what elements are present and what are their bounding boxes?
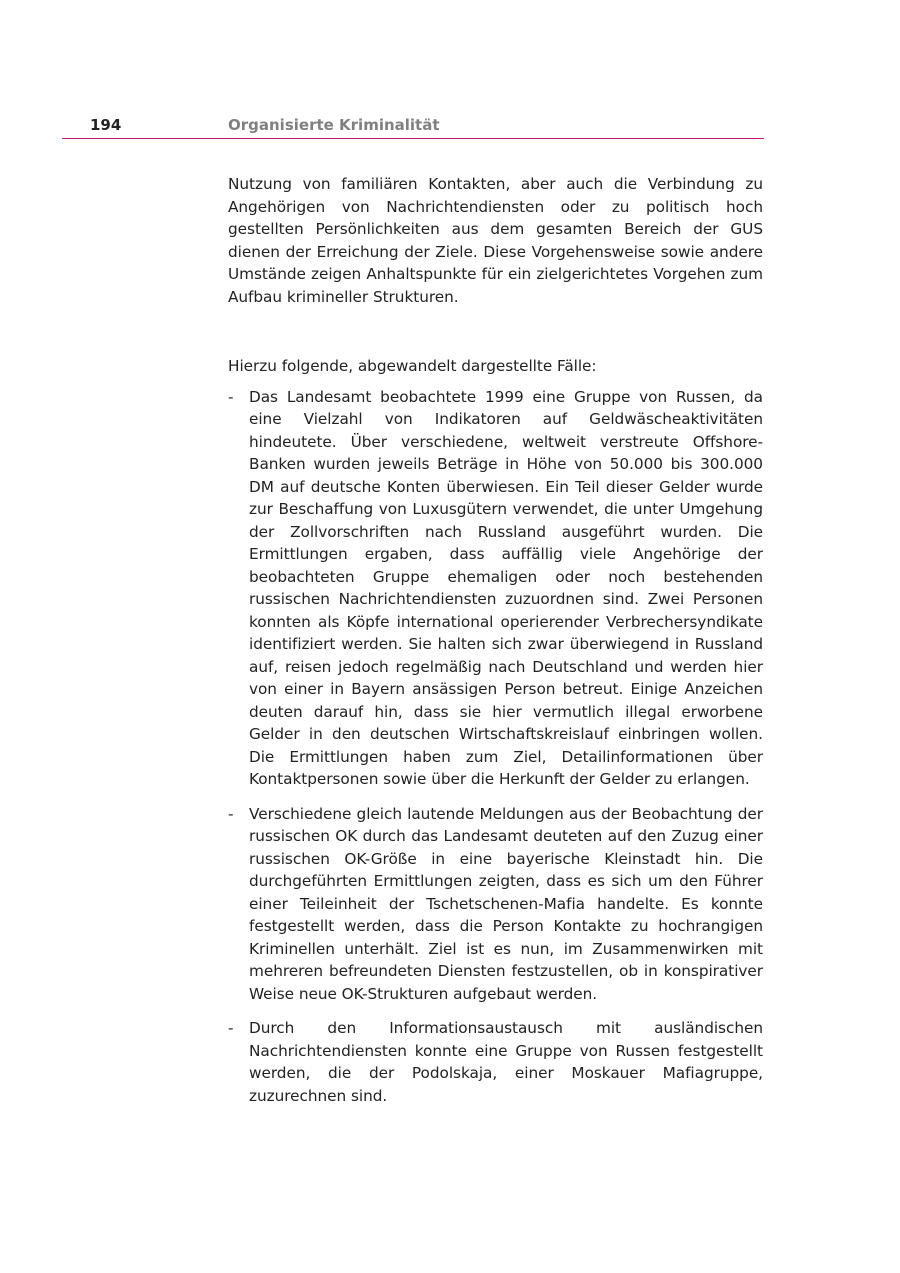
case-text: Durch den Informationsaustausch mit ausländischen Nachrichtendiensten konnte eine Gruppe von Russen festgestellt werden, die der Podolskaja, einer Moskauer Mafiagruppe, zuzurechnen sind. bbox=[249, 1019, 763, 1105]
page-number: 194 bbox=[90, 116, 122, 134]
cases-intro: Hierzu folgende, abgewandelt dargestellte Fälle: bbox=[228, 357, 597, 375]
case-text: Verschiedene gleich lautende Meldungen aus der Beobachtung der russischen OK durch das Landesamt deuteten auf den Zuzug einer russischen OK-Größe in eine bayerische Kleinstadt hin. Die durchgeführten Ermittlungen zeigten, dass es sich um den Führer einer Teileinheit der Tschetschenen-Mafia handelte. Es konnte festgestellt werden, dass die Person Kontakte zu hochrangigen Kriminellen unterhält. Ziel ist es nun, im Zusammenwirken mit mehreren befreundeten Diensten festzustellen, ob in konspirativer Weise neue OK-Strukturen aufgebaut werden. bbox=[249, 804, 763, 1003]
running-title: Organisierte Kriminalität bbox=[228, 116, 440, 134]
dash-marker: - bbox=[228, 387, 234, 406]
case-text: Das Landesamt beobachtete 1999 eine Gruppe von Russen, da eine Vielzahl von Indikatoren auf Geldwäscheaktivitäten hindeutete. Über verschiedene, weltweit verstreute Offshore-Banken wurden jeweils Beträge in Höhe von 50.000 bis 300.000 DM auf deutsche Konten überwiesen. Ein Teil dieser Gelder wurde zur Beschaffung von Luxusgütern verwendet, die unter Umgehung der Zollvorschriften nach Russland ausgeführt wurden. Die Ermittlungen ergaben, dass auffällig viele Angehörige der beobachteten Gruppe ehemaligen oder noch bestehenden russischen Nachrichtendiensten zuzuordnen sind. Zwei Personen konnten als Köpfe international operierender Verbrechersyndikate identifiziert werden. Sie halten sich zwar überwiegend in Russland auf, reisen jedoch regelmäßig nach Deutschland und werden hier von einer in Bayern ansässigen Person betreut. Einige Anzeichen deuten darauf hin, dass sie hier vermutlich illegal erworbene Gelder in den deutschen Wirtschaftskreislauf einbringen wollen. Die Ermittlungen haben zum Ziel, Detailinformationen über Kontaktpersonen sowie über die Herkunft der Gelder zu erlangen. bbox=[249, 387, 763, 788]
case-item bbox=[228, 803, 763, 1006]
case-item bbox=[228, 1017, 763, 1107]
case-list bbox=[228, 386, 763, 1108]
running-header bbox=[62, 112, 764, 139]
case-item bbox=[228, 386, 763, 791]
dash-marker: - bbox=[228, 1019, 234, 1037]
main-content bbox=[228, 173, 763, 1119]
dash-marker: - bbox=[228, 804, 234, 823]
opening-paragraph: Nutzung von familiären Kontakten, aber auch die Verbindung zu Angehörigen von Nachrichtendiensten oder zu politisch hoch gestellten Persönlichkeiten aus dem gesamten Bereich der GUS dienen der Erreichung der Ziele. Diese Vorgehensweise sowie andere Umstände zeigen Anhaltspunkte für ein zielgerichtetes Vorgehen zum Aufbau krimineller Strukturen. bbox=[228, 175, 763, 306]
